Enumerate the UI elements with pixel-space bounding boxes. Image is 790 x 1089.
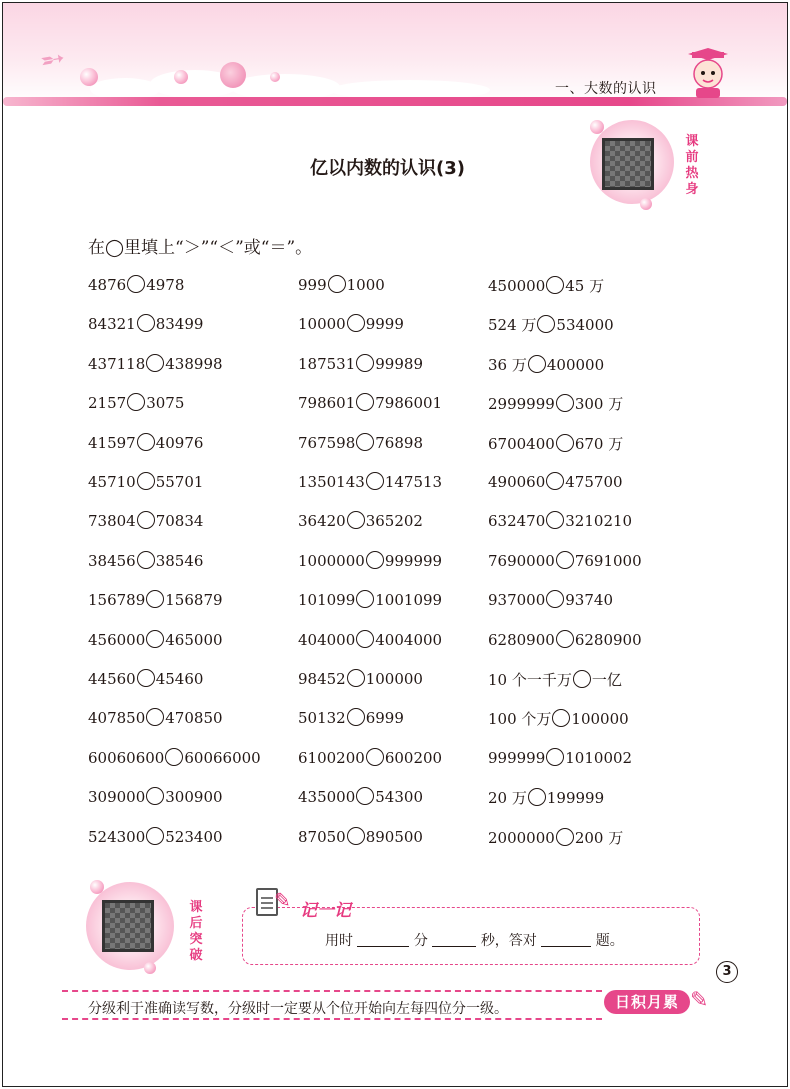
footer-tip: 分级利于准确读写数，分级时一定要从个位开始向左每四位分一级。 <box>88 1001 508 1017</box>
left-operand: 45710 <box>88 473 136 491</box>
left-operand: 999999 <box>488 748 546 767</box>
comparison-problem <box>488 708 629 729</box>
comparison-problem <box>298 393 442 412</box>
right-operand: 438998 <box>165 354 223 373</box>
comparison-problem <box>298 551 442 570</box>
comparison-problem <box>88 472 203 491</box>
answer-circle[interactable] <box>146 787 164 805</box>
right-operand: 70834 <box>155 512 204 531</box>
right-operand: 470850 <box>165 709 223 728</box>
right-operand: 100000 <box>365 670 423 688</box>
right-operand: 99989 <box>375 354 423 373</box>
right-operand: 6999 <box>365 709 404 728</box>
instruction-text: 在◯里填上“＞”“＜”或“＝”。 <box>88 238 313 258</box>
right-operand: 1010002 <box>565 748 633 767</box>
right-operand: 7691000 <box>574 551 642 570</box>
left-operand: 44560 <box>88 670 136 688</box>
answer-circle[interactable] <box>347 511 365 529</box>
comparison-problem <box>88 393 184 412</box>
answer-circle[interactable] <box>356 787 374 805</box>
left-operand: 404000 <box>298 630 356 649</box>
comparison-problem <box>88 708 223 727</box>
question-label: 题。 <box>595 933 624 949</box>
left-operand: 4876 <box>88 276 127 294</box>
right-operand: 7986001 <box>375 394 443 413</box>
right-operand: 4978 <box>146 276 185 294</box>
comparison-problem <box>298 630 442 649</box>
right-operand: 3075 <box>146 394 185 413</box>
left-operand: 10 个一千万 <box>488 671 572 689</box>
mascot-icon <box>682 48 734 100</box>
comparison-problem <box>88 275 184 294</box>
answer-circle[interactable] <box>347 669 365 687</box>
chapter-label: 一、大数的认识 <box>555 81 657 97</box>
sun-icon <box>220 62 246 88</box>
left-operand: 101099 <box>298 591 356 610</box>
answer-circle[interactable] <box>137 433 155 451</box>
answer-circle[interactable] <box>356 393 374 411</box>
answer-circle[interactable] <box>347 827 365 845</box>
minutes-blank[interactable] <box>357 946 409 947</box>
left-operand: 632470 <box>488 512 546 531</box>
minute-label: 分 <box>413 933 428 949</box>
page-title: 亿以内数的认识(3) <box>310 158 465 179</box>
right-operand: 670 万 <box>574 434 624 453</box>
comparison-problem <box>88 354 223 373</box>
left-operand: 1000000 <box>298 551 365 570</box>
right-operand: 45460 <box>155 670 204 688</box>
comparison-problem <box>488 393 623 414</box>
comparison-problem <box>488 511 632 530</box>
left-operand: 524 万 <box>488 316 537 335</box>
second-label: 秒，答对 <box>480 933 537 949</box>
qr-code[interactable] <box>602 138 654 190</box>
right-operand: 156879 <box>165 591 223 610</box>
footer-divider <box>62 1018 602 1020</box>
left-operand: 2999999 <box>488 395 555 414</box>
comparison-problem <box>88 511 203 530</box>
answer-circle[interactable] <box>356 630 374 648</box>
right-operand: 200 万 <box>574 828 624 847</box>
answer-circle[interactable] <box>146 827 164 845</box>
comparison-problem <box>488 590 613 609</box>
left-operand: 87050 <box>298 827 346 846</box>
comparison-problem <box>88 314 203 333</box>
comparison-problem <box>488 787 604 808</box>
answer-circle[interactable] <box>356 433 374 451</box>
bubble-decoration <box>80 68 98 86</box>
answer-circle[interactable] <box>127 275 145 293</box>
comparison-problem <box>88 433 203 452</box>
answer-circle[interactable] <box>546 511 564 529</box>
answer-circle[interactable] <box>356 354 374 372</box>
left-operand: 10000 <box>298 315 346 334</box>
left-operand: 7690000 <box>488 551 555 570</box>
answer-circle[interactable] <box>137 551 155 569</box>
left-operand: 38456 <box>88 551 136 570</box>
comparison-problem <box>298 708 404 727</box>
comparison-problem <box>298 354 423 373</box>
right-operand: 一亿 <box>591 671 622 689</box>
answer-circle[interactable] <box>537 315 555 333</box>
left-operand: 1350143 <box>298 473 365 491</box>
pencil-icon: ✎ <box>690 988 709 1013</box>
comparison-problem <box>488 314 614 335</box>
right-operand: 475700 <box>565 473 623 491</box>
answer-circle[interactable] <box>146 354 164 372</box>
note-title: 记一记 <box>300 901 351 921</box>
right-operand: 147513 <box>384 473 443 491</box>
answer-circle[interactable] <box>137 511 155 529</box>
right-operand: 6280900 <box>574 630 642 649</box>
left-operand: 60060600 <box>88 748 165 767</box>
left-operand: 407850 <box>88 709 146 728</box>
footer-divider <box>62 990 602 992</box>
left-operand: 524300 <box>88 827 146 846</box>
answer-circle[interactable] <box>146 630 164 648</box>
left-operand: 2000000 <box>488 828 555 847</box>
right-operand: 199999 <box>546 789 605 808</box>
right-operand: 400000 <box>546 355 605 374</box>
answer-circle[interactable] <box>573 670 591 688</box>
comparison-problem <box>88 551 203 570</box>
answer-circle[interactable] <box>366 551 384 569</box>
seconds-blank[interactable] <box>432 946 476 947</box>
left-operand: 767598 <box>298 433 356 452</box>
comparison-problem <box>298 275 385 294</box>
answer-circle[interactable] <box>556 630 574 648</box>
bubble-decoration <box>144 962 156 974</box>
right-operand: 465000 <box>165 630 223 649</box>
left-operand: 2157 <box>88 394 127 413</box>
comparison-problem <box>298 511 423 530</box>
right-operand: 60066000 <box>184 748 261 767</box>
answer-circle[interactable] <box>556 551 574 569</box>
left-operand: 437118 <box>88 354 146 373</box>
footer-brand-badge: 日积月累 <box>604 990 690 1014</box>
bubble-decoration <box>590 120 604 134</box>
bubble-decoration <box>640 198 652 210</box>
left-operand: 6100200 <box>298 748 365 767</box>
answer-circle[interactable] <box>546 472 564 490</box>
left-operand: 100 个万 <box>488 710 552 729</box>
bubble-decoration <box>90 880 104 894</box>
header-rule <box>3 97 787 106</box>
comparison-problem <box>298 748 442 767</box>
comparison-problem <box>298 590 442 609</box>
comparison-problem <box>88 748 261 767</box>
answer-circle[interactable] <box>556 434 574 452</box>
answer-circle[interactable] <box>366 472 384 490</box>
left-operand: 156789 <box>88 591 146 610</box>
left-operand: 798601 <box>298 394 356 413</box>
left-operand: 50132 <box>298 709 346 728</box>
right-operand: 523400 <box>165 827 223 846</box>
comparison-problem <box>88 630 223 649</box>
right-operand: 1000 <box>346 276 385 294</box>
answer-circle[interactable] <box>552 709 570 727</box>
left-operand: 435000 <box>298 788 356 807</box>
right-operand: 890500 <box>365 827 423 846</box>
correct-count-blank[interactable] <box>541 946 591 947</box>
answer-circle[interactable] <box>528 788 546 806</box>
left-operand: 937000 <box>488 591 546 610</box>
side-label-bottom: 课后突破 <box>189 900 203 963</box>
left-operand: 490060 <box>488 473 546 491</box>
right-operand: 300900 <box>165 788 223 807</box>
answer-circle[interactable] <box>556 828 574 846</box>
right-operand: 999999 <box>384 551 443 570</box>
left-operand: 36 万 <box>488 355 527 374</box>
right-operand: 93740 <box>565 591 613 610</box>
comparison-problem <box>298 433 423 452</box>
comparison-problem <box>298 827 423 846</box>
right-operand: 600200 <box>384 748 443 767</box>
answer-circle[interactable] <box>546 748 564 766</box>
right-operand: 3210210 <box>565 512 633 531</box>
comparison-problem <box>88 827 223 846</box>
answer-circle[interactable] <box>137 472 155 490</box>
answer-circle[interactable] <box>546 590 564 608</box>
comparison-problem <box>88 590 223 609</box>
comparison-problem <box>488 472 623 491</box>
comparison-problem <box>88 787 223 806</box>
comparison-problem <box>298 472 442 491</box>
left-operand: 73804 <box>88 512 136 531</box>
time-record-line <box>325 930 624 950</box>
answer-circle[interactable] <box>366 748 384 766</box>
comparison-problem <box>488 630 642 649</box>
comparison-problem <box>488 669 622 690</box>
side-label-top: 课前热身 <box>685 134 699 197</box>
comparison-problem <box>488 354 604 375</box>
right-operand: 40976 <box>155 433 204 452</box>
answer-circle[interactable] <box>356 590 374 608</box>
left-operand: 456000 <box>88 630 146 649</box>
right-operand: 300 万 <box>574 395 624 414</box>
left-operand: 187531 <box>298 354 356 373</box>
answer-circle[interactable] <box>347 314 365 332</box>
answer-circle[interactable] <box>328 275 346 293</box>
right-operand: 365202 <box>365 512 423 531</box>
right-operand: 55701 <box>155 473 204 491</box>
answer-circle[interactable] <box>137 669 155 687</box>
left-operand: 84321 <box>88 315 136 334</box>
qr-code[interactable] <box>102 900 154 952</box>
right-operand: 1001099 <box>375 591 443 610</box>
right-operand: 38546 <box>155 551 204 570</box>
answer-circle[interactable] <box>146 590 164 608</box>
comparison-problem <box>298 314 404 333</box>
answer-circle[interactable] <box>137 314 155 332</box>
comparison-problem <box>488 748 632 767</box>
right-operand: 9999 <box>365 315 404 334</box>
left-operand: 36420 <box>298 512 346 531</box>
answer-circle[interactable] <box>127 393 145 411</box>
comparison-problem <box>488 551 642 570</box>
answer-circle[interactable] <box>146 708 164 726</box>
right-operand: 45 万 <box>565 277 605 295</box>
comparison-problem <box>88 669 203 688</box>
answer-circle[interactable] <box>165 748 183 766</box>
right-operand: 76898 <box>375 433 423 452</box>
answer-circle[interactable] <box>528 355 546 373</box>
comparison-problem <box>298 787 423 806</box>
pencil-icon: ✎ <box>274 888 291 912</box>
left-operand: 6700400 <box>488 434 555 453</box>
bubble-decoration <box>270 72 280 82</box>
answer-circle[interactable] <box>546 276 564 294</box>
comparison-problem <box>298 669 423 688</box>
bubble-decoration <box>174 70 188 84</box>
left-operand: 450000 <box>488 277 546 295</box>
answer-circle[interactable] <box>556 394 574 412</box>
page-number: 3 <box>716 961 738 983</box>
comparison-problem <box>488 433 623 454</box>
right-operand: 83499 <box>155 315 204 334</box>
comparison-problem <box>488 275 604 296</box>
left-operand: 98452 <box>298 670 346 688</box>
right-operand: 4004000 <box>375 630 443 649</box>
left-operand: 20 万 <box>488 789 527 808</box>
right-operand: 54300 <box>375 788 423 807</box>
right-operand: 100000 <box>571 710 629 729</box>
left-operand: 6280900 <box>488 630 555 649</box>
answer-circle[interactable] <box>347 708 365 726</box>
time-label: 用时 <box>325 933 353 949</box>
rocket-icon: ➶ <box>32 37 73 82</box>
comparison-problem <box>488 827 623 848</box>
left-operand: 999 <box>298 276 327 294</box>
left-operand: 41597 <box>88 433 136 452</box>
left-operand: 309000 <box>88 788 146 807</box>
right-operand: 534000 <box>556 316 614 335</box>
